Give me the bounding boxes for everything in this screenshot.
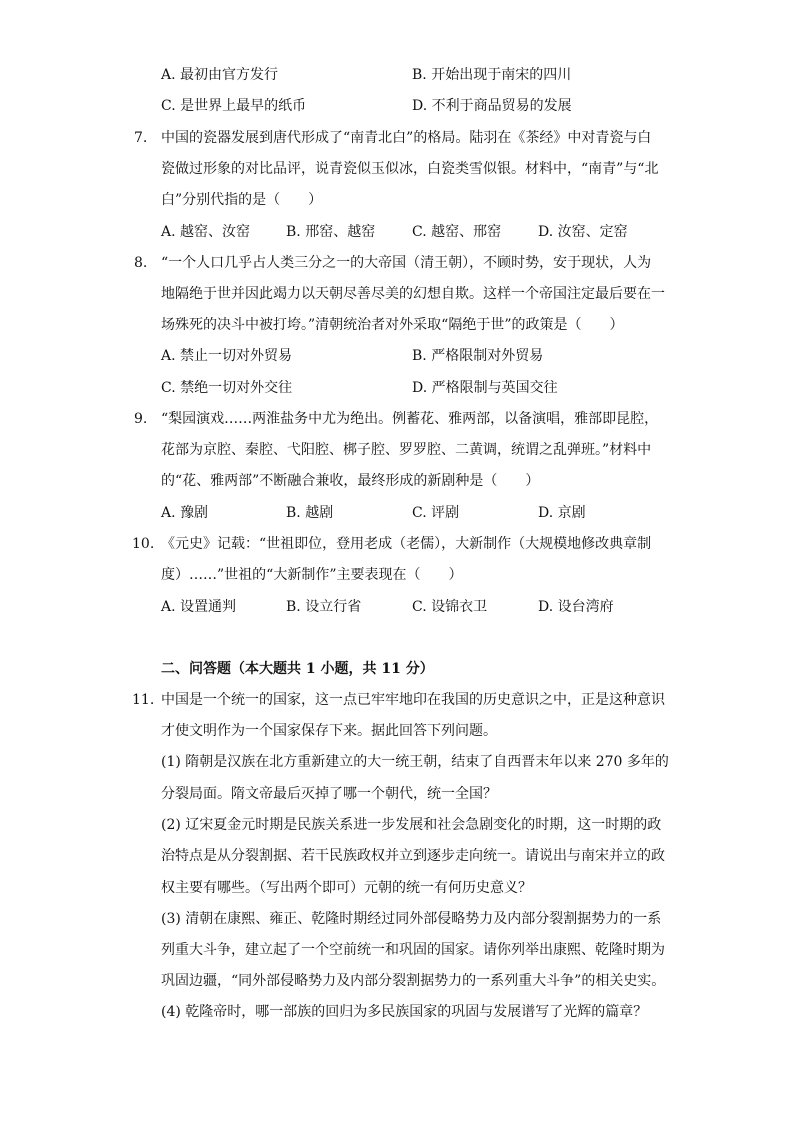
q6-option-d: D. 不利于商品贸易的发展	[412, 98, 572, 114]
q10-option-d: D. 设台湾府	[538, 599, 614, 615]
q10-option-c: C. 设锦衣卫	[412, 599, 488, 615]
q8-option-b: B. 严格限制对外贸易	[412, 348, 544, 364]
q6-option-a: A. 最初由官方发行	[161, 67, 279, 83]
q9-option-a: A. 豫剧	[161, 505, 209, 521]
q8-option-a: A. 禁止一切对外贸易	[161, 348, 293, 364]
question-text: 才使文明作为一个国家保存下来。据此回答下列问题。	[161, 723, 497, 739]
question-text: 白”分别代指的是（ ）	[161, 192, 323, 208]
q9-option-d: D. 京剧	[538, 505, 586, 521]
question-text: “梨园演戏……两淮盐务中尤为绝出。例蓄花、雅两部，以备演唱，雅部即昆腔，	[161, 411, 659, 427]
question-text: 花部为京腔、秦腔、弋阳腔、梆子腔、罗罗腔、二黄调，统谓之乱弹班。”材料中	[161, 442, 652, 458]
question-text: 列重大斗争，建立起了一个空前统一和巩固的国家。请你列举出康熙、乾隆时期为	[161, 942, 665, 958]
question-text: 权主要有哪些。（写出两个即可）元朝的统一有何历史意义？	[161, 880, 532, 896]
question-text: 《元史》记载：“世祖即位，登用老成（老儒），大新制作（大规模地修改典章制	[161, 536, 652, 552]
question-text: 度）……”世祖的“大新制作”主要表现在（ ）	[161, 567, 463, 583]
question-number: 7.	[134, 130, 148, 146]
q7-option-d: D. 汝窑、定窑	[538, 224, 628, 240]
q10-option-a: A. 设置通判	[161, 599, 237, 615]
question-text: 的“花、雅两部”不断融合兼收，最终形成的新剧种是（ ）	[161, 473, 540, 489]
q10-option-b: B. 设立行省	[286, 599, 362, 615]
question-text: 治特点是从分裂割据、若干民族政权并立到逐步走向统一。请说出与南宋并立的政	[161, 848, 665, 864]
q8-option-d: D. 严格限制与英国交往	[412, 380, 558, 396]
q6-option-c: C. 是世界上最早的纸币	[161, 98, 307, 114]
q8-option-c: C. 禁绝一切对外交往	[161, 380, 293, 396]
section-title: 二、问答题（本大题共 1 小题，共 11 分）	[161, 661, 434, 677]
question-text: “一个人口几乎占人类三分之一的大帝国（清王朝），不顾时势，安于现状，人为	[161, 255, 652, 271]
question-number: 9.	[134, 411, 148, 427]
q6-option-b: B. 开始出现于南宋的四川	[412, 67, 572, 83]
q9-option-b: B. 越剧	[286, 505, 334, 521]
q9-option-c: C. 评剧	[412, 505, 460, 521]
q7-option-a: A. 越窑、汝窑	[161, 224, 251, 240]
question-number: 8.	[134, 255, 148, 271]
question-text: 分裂局面。隋文帝最后灭掉了哪一个朝代，统一全国？	[161, 786, 497, 802]
q7-option-b: B. 邢窑、越窑	[286, 224, 376, 240]
question-text: 巩固边疆，“同外部侵略势力及内部分裂割据势力的一系列重大斗争”的相关史实。	[161, 973, 666, 989]
question-number: 11.	[132, 692, 155, 708]
question-text: 中国是一个统一的国家，这一点已牢牢地印在我国的历史意识之中，正是这种意识	[161, 692, 665, 708]
question-text: 瓷做过形象的对比品评，说青瓷似玉似冰，白瓷类雪似银。材料中，“南青”与“北	[161, 161, 659, 177]
question-text: (3) 清朝在康熙、雍正、乾隆时期经过同外部侵略势力及内部分裂割据势力的一系	[161, 911, 662, 927]
question-text: (1) 隋朝是汉族在北方重新建立的大一统王朝，结束了自西晋末年以来 270 多年的	[161, 754, 669, 770]
q7-option-c: C. 越窑、邢窑	[412, 224, 502, 240]
question-text: 场殊死的决斗中被打垮。”清朝统治者对外采取“隔绝于世”的政策是（ ）	[161, 317, 624, 333]
question-text: 地隔绝于世并因此竭力以天朝尽善尽美的幻想自欺。这样一个帝国注定最后要在一	[161, 286, 665, 302]
question-text: (4) 乾隆帝时，哪一部族的回归为多民族国家的巩固与发展谱写了光辉的篇章？	[161, 1004, 648, 1020]
question-text: 中国的瓷器发展到唐代形成了“南青北白”的格局。陆羽在《茶经》中对青瓷与白	[161, 130, 652, 146]
question-text: (2) 辽宋夏金元时期是民族关系进一步发展和社会急剧变化的时期，这一时期的政	[161, 817, 662, 833]
question-number: 10.	[132, 536, 155, 552]
